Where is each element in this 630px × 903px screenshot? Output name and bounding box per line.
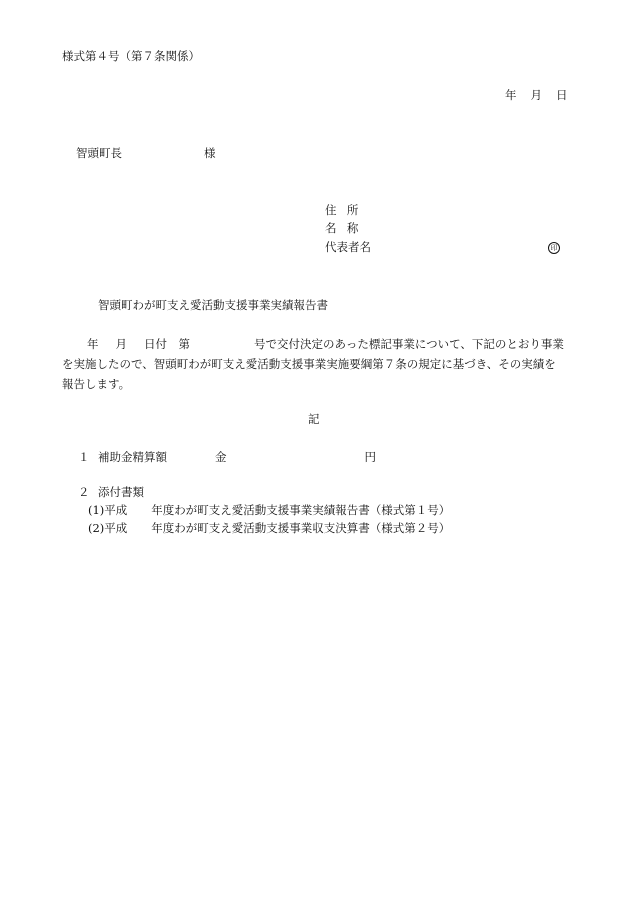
date-month-label: 月 bbox=[530, 88, 542, 102]
applicant-name-row bbox=[325, 223, 369, 235]
item-subsidy-amount bbox=[78, 452, 376, 464]
item1-number: １ bbox=[78, 450, 90, 464]
body-line-3: 報告します。 bbox=[62, 377, 131, 391]
attachment-era: 平成 bbox=[104, 503, 128, 517]
body-dai: 第 bbox=[178, 337, 190, 351]
item1-label: 補助金精算額 bbox=[98, 450, 167, 464]
item2-label: 添付書類 bbox=[98, 485, 144, 499]
attachment-item bbox=[88, 523, 450, 535]
name-label: 名称 bbox=[325, 221, 369, 235]
body-year: 年 bbox=[87, 337, 99, 351]
addressee-line bbox=[76, 148, 216, 160]
date-day-label: 日 bbox=[556, 88, 568, 102]
applicant-address-row bbox=[325, 205, 369, 217]
item1-kin: 金 bbox=[215, 450, 227, 464]
item2-number: ２ bbox=[78, 485, 90, 499]
body-day: 日付 bbox=[144, 337, 167, 351]
attachment-text: 年度わが町支え愛活動支援事業実績報告書（様式第１号） bbox=[151, 503, 451, 517]
attachment-text: 年度わが町支え愛活動支援事業収支決算書（様式第２号） bbox=[151, 521, 451, 535]
addressee-honorific: 様 bbox=[204, 146, 216, 160]
form-number: 様式第４号（第７条関係） bbox=[62, 49, 200, 63]
attachment-marker: (2) bbox=[88, 521, 105, 535]
report-title: 智頭町わが町支え愛活動支援事業実績報告書 bbox=[98, 298, 328, 312]
date-year-label: 年 bbox=[505, 88, 517, 102]
body-line-1 bbox=[62, 334, 570, 354]
applicant-representative-row bbox=[325, 242, 371, 254]
body-line-1-rest: 号で交付決定のあった標記事業について、下記のとおり事業 bbox=[254, 337, 564, 351]
body-month: 月 bbox=[115, 337, 127, 351]
seal-mark-icon: 印 bbox=[548, 242, 560, 254]
representative-label: 代表者名 bbox=[325, 240, 371, 254]
attachment-item bbox=[88, 505, 450, 517]
body-paragraph bbox=[62, 334, 570, 394]
item-attachments bbox=[78, 487, 144, 499]
attachment-era: 平成 bbox=[104, 521, 128, 535]
date-line bbox=[505, 90, 568, 102]
attachment-marker: (1) bbox=[88, 503, 105, 517]
addressee-name: 智頭町長 bbox=[76, 146, 122, 160]
ki-heading: 記 bbox=[308, 412, 320, 426]
body-line-2: を実施したので、智頭町わが町支え愛活動支援事業実施要綱第７条の規定に基づき、その実績を bbox=[62, 357, 556, 371]
address-label: 住所 bbox=[325, 203, 369, 217]
item1-en: 円 bbox=[364, 450, 376, 464]
